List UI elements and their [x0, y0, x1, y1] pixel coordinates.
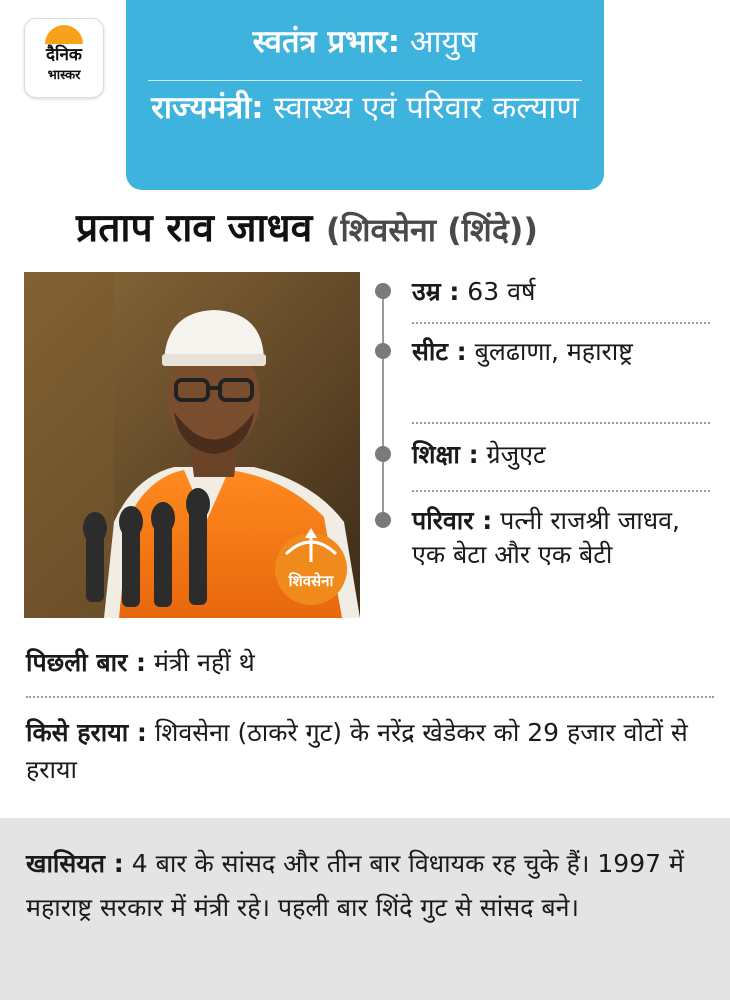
- divider: [26, 696, 714, 698]
- previous-term-label: पिछली बार :: [26, 648, 147, 677]
- timeline-dot-family: [375, 512, 391, 528]
- specialty-panel: [0, 818, 730, 1000]
- defeated-detail: [26, 714, 706, 788]
- banner-divider: [148, 80, 582, 81]
- logo-text-line2: भास्कर: [47, 68, 81, 83]
- age-label: उम्र :: [412, 277, 460, 306]
- specialty-label: खासियत :: [26, 849, 124, 878]
- divider: [412, 322, 710, 324]
- seat-value: बुलढाणा, महाराष्ट्र: [466, 337, 633, 366]
- minister-photo: [24, 272, 360, 618]
- education-value: ग्रेजुएट: [478, 440, 546, 469]
- education-detail: [412, 438, 712, 472]
- age-detail: [412, 275, 712, 309]
- dainik-bhaskar-logo: [24, 18, 104, 98]
- seat-label: सीट :: [412, 337, 467, 366]
- previous-term-detail: [26, 644, 255, 681]
- shiv-sena-badge-label: शिवसेना: [288, 572, 334, 590]
- timeline-dot-seat: [375, 343, 391, 359]
- defeated-value: शिवसेना (ठाकरे गुट) के नरेंद्र खेडेकर को 29 हजार वोटों से हराया: [26, 718, 688, 784]
- minister-of-state-label: राज्यमंत्री:: [151, 90, 264, 126]
- party-name: (शिवसेना (शिंदे)): [325, 211, 539, 249]
- minister-name: प्रताप राव जाधव: [76, 206, 313, 251]
- specialty-detail: [26, 842, 706, 930]
- specialty-value: 4 बार के सांसद और तीन बार विधायक रह चुके हैं। 1997 में महाराष्ट्र सरकार में मंत्री रहे। पहली बार शिंदे गुट से सांसद बने।: [26, 849, 684, 922]
- minister-of-state-row: [146, 86, 584, 130]
- logo-text-line1: दैनिक: [46, 45, 82, 65]
- sun-icon: [45, 25, 83, 44]
- minister-name-heading: [76, 200, 538, 259]
- education-label: शिक्षा :: [412, 440, 479, 469]
- defeated-label: किसे हराया :: [26, 718, 147, 747]
- age-value: 63 वर्ष: [459, 277, 536, 306]
- independent-charge-value: आयुष: [399, 24, 478, 60]
- timeline-dot-education: [375, 446, 391, 462]
- seat-detail: [412, 335, 652, 369]
- timeline-dot-age: [375, 283, 391, 299]
- family-label: परिवार :: [412, 506, 493, 535]
- divider: [412, 490, 710, 492]
- independent-charge-label: स्वतंत्र प्रभार:: [252, 24, 400, 60]
- portfolio-banner: [126, 0, 604, 190]
- independent-charge-row: [126, 22, 604, 62]
- family-value: पत्नी राजश्री जाधव, एक बेटा और एक बेटी: [412, 506, 680, 569]
- divider: [412, 422, 710, 424]
- previous-term-value: मंत्री नहीं थे: [146, 648, 255, 677]
- timeline-line: [382, 290, 384, 520]
- family-detail: [412, 504, 687, 572]
- minister-of-state-value: स्वास्थ्य एवं परिवार कल्याण: [263, 90, 579, 126]
